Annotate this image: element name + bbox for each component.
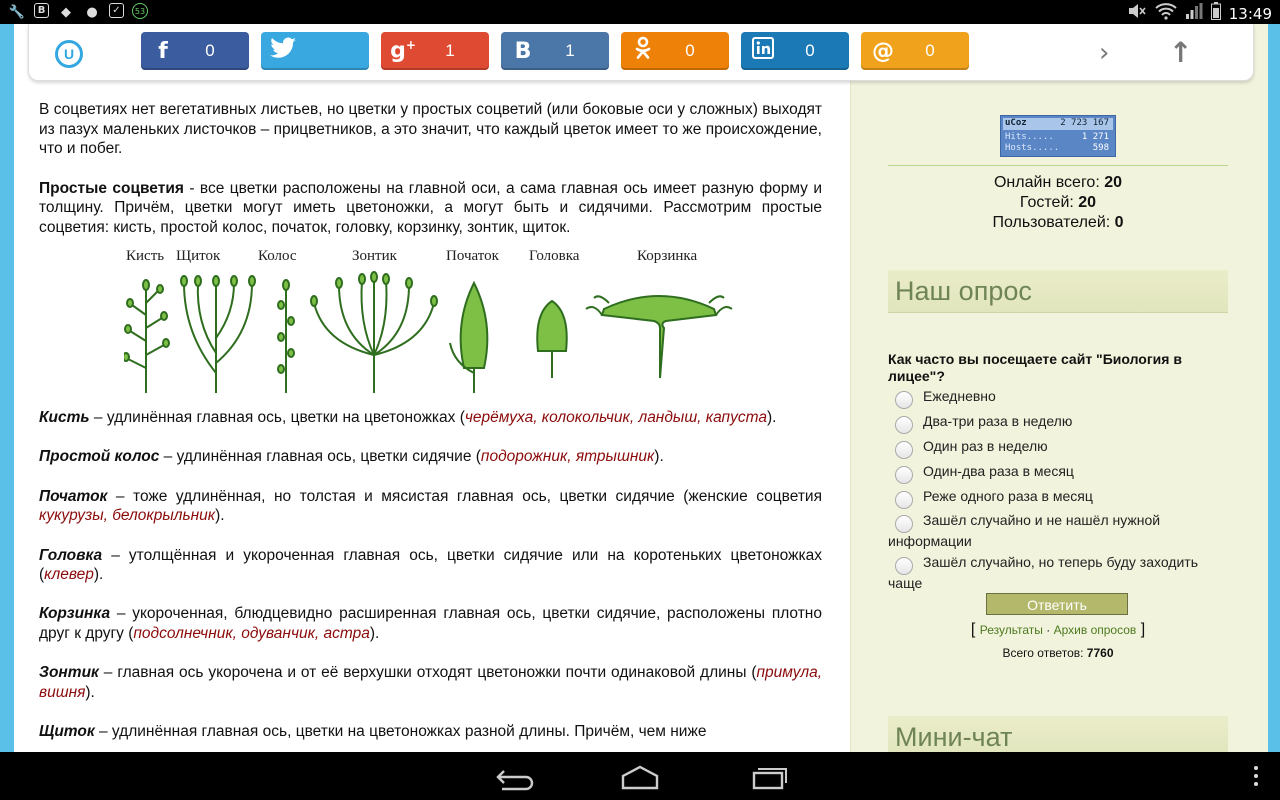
poll-option[interactable] (888, 386, 1218, 407)
at-sign-icon: @ (872, 38, 894, 64)
recent-apps-button[interactable] (744, 762, 794, 792)
counter-total: 2 723 167 (1060, 118, 1109, 128)
radio-button[interactable] (895, 441, 913, 459)
share-count: 1 (565, 41, 575, 60)
definition-text: – удлинённая главная ось, цветки на цветоножках ( (89, 409, 465, 427)
option-label: Зашёл случайно, но теперь буду заходить чаще (888, 554, 1198, 591)
counter-total-row (1003, 118, 1113, 130)
twitter-icon (261, 37, 305, 65)
poll-option[interactable] (888, 486, 1218, 507)
option-label: Два-три раза в неделю (923, 413, 1073, 429)
wifi-icon (1155, 2, 1177, 25)
definition-end: ). (93, 566, 104, 584)
term: Простые соцветия (39, 179, 184, 197)
share-logo-icon[interactable]: U (55, 40, 83, 68)
term: Корзинка (39, 605, 111, 623)
hits-label: Hits..... (1005, 132, 1054, 142)
figure-label-head: Головка (529, 248, 580, 265)
definition-end: ). (766, 409, 777, 427)
poll-question: Как часто вы посещаете сайт "Биология в лицее"? (888, 351, 1182, 384)
examples: примула, вишня (39, 664, 822, 702)
tag-icon: ◆ (61, 4, 71, 20)
google-plus-share-button[interactable] (381, 32, 489, 70)
bracket-close: ] (1136, 621, 1146, 638)
hosts-label: Hosts..... (1005, 143, 1060, 153)
poll-results-link[interactable]: Результаты (979, 623, 1043, 637)
radio-button[interactable] (895, 515, 913, 533)
value: 20 (1078, 194, 1097, 211)
app-notification-icon: ● (86, 4, 98, 20)
battery-icon (1211, 2, 1221, 25)
definition-end: ). (85, 684, 95, 702)
corymb-drawing (181, 276, 255, 393)
chat-heading: Мини-чат (895, 722, 1013, 752)
odnoklassniki-icon (621, 36, 665, 66)
system-icons (1127, 2, 1272, 25)
mailru-share-button[interactable] (861, 32, 969, 70)
poll-option[interactable] (888, 411, 1218, 432)
bracket-open: [ (970, 621, 980, 638)
chevron-right-icon[interactable]: › (1099, 38, 1110, 68)
definition-end: ). (215, 507, 225, 525)
poll-links (888, 621, 1228, 639)
share-count: 1 (445, 41, 455, 60)
article-content (39, 100, 822, 752)
online-guests (888, 193, 1228, 213)
radio-button[interactable] (895, 416, 913, 434)
label: Всего ответов: (1002, 646, 1087, 660)
option-label: Один раз в неделю (923, 438, 1048, 454)
linkedin-share-button[interactable] (741, 32, 849, 70)
option-label: Зашёл случайно и не нашёл нужной информации (888, 512, 1161, 549)
radio-button[interactable] (895, 391, 913, 409)
poll-heading-block (888, 270, 1228, 313)
capitulum-drawing (586, 296, 732, 378)
checkbox-icon: ✓ (109, 3, 124, 18)
definition-spadix (39, 487, 822, 526)
term: Початок (39, 487, 108, 505)
poll-archive-link[interactable]: Архив опросов (1053, 623, 1137, 637)
examples: клевер (44, 566, 94, 584)
share-count: 0 (805, 41, 815, 60)
ucoz-counter[interactable] (1000, 115, 1116, 157)
clock: 13:49 (1228, 4, 1272, 23)
share-count: 0 (205, 41, 215, 60)
value: 0 (1114, 214, 1124, 231)
hosts-value: 598 (1092, 143, 1109, 153)
head-drawing (537, 301, 566, 378)
inflorescence-types-figure (124, 243, 754, 398)
definition-text: – главная ось укорочена и от её верхушки отходят цветоножки почти одинаковой длины ( (98, 664, 757, 682)
radio-button[interactable] (895, 557, 913, 575)
figure-label-umbel: Зонтик (352, 248, 397, 265)
poll-option[interactable] (888, 436, 1218, 457)
home-icon (615, 762, 665, 792)
value: 7760 (1086, 646, 1114, 660)
separator: · (1046, 623, 1051, 637)
definition-text: – удлинённая главная ось, цветки на цветоножках разной длины. Причём, чем ниже (94, 723, 707, 741)
counter-hosts-row (1005, 143, 1111, 154)
option-label: Ежедневно (923, 388, 996, 404)
definition-corymb (39, 722, 822, 742)
option-label: Один-два раза в месяц (923, 463, 1074, 479)
definition-text: – тоже удлинённая, но толстая и мясистая главная ось, цветки сидячие (женские соцветия (107, 487, 822, 505)
definition-raceme (39, 408, 822, 428)
share-count: 0 (925, 41, 935, 60)
facebook-icon: f (158, 38, 168, 64)
counter-hits-row (1005, 132, 1111, 143)
mute-icon (1127, 2, 1147, 25)
definition-end: ). (369, 625, 380, 643)
online-total (888, 173, 1228, 193)
back-icon (488, 762, 538, 792)
definition-capitulum (39, 604, 822, 643)
inflorescence-drawings (124, 243, 754, 398)
examples: черёмуха, колокольчик, ландыш, капуста (464, 409, 767, 427)
definition-head (39, 546, 822, 585)
notification-icons (8, 3, 148, 21)
term: Зонтик (39, 664, 99, 682)
definition-end: ). (654, 448, 664, 466)
figure-label-capitulum: Корзинка (637, 248, 698, 265)
vk-share-button[interactable] (501, 32, 609, 70)
back-button[interactable] (488, 762, 538, 792)
figure-label-raceme: Кисть (126, 248, 165, 265)
share-count: 0 (685, 41, 695, 60)
spadix-drawing (450, 283, 487, 393)
poll-option[interactable] (888, 461, 1218, 482)
spike-drawing (278, 280, 294, 393)
poll-heading: Наш опрос (895, 276, 1032, 306)
umbel-drawing (311, 272, 437, 393)
term: Простой колос (39, 448, 160, 466)
poll-option[interactable] (888, 552, 1218, 594)
label: Онлайн всего: (993, 174, 1105, 191)
twitter-share-button[interactable] (261, 32, 369, 70)
value: 20 (1104, 174, 1123, 191)
google-plus-icon: g+ (390, 38, 416, 64)
overflow-menu-icon[interactable] (1254, 766, 1260, 790)
poll-total (888, 646, 1228, 660)
wrench-icon: 🔧 (8, 4, 26, 20)
chat-heading-block (888, 716, 1228, 752)
figure-label-spike: Колос (258, 248, 297, 265)
recent-apps-icon (744, 762, 794, 792)
status-bar (0, 0, 1280, 24)
poll-option[interactable] (888, 510, 1218, 552)
signal-icon (1185, 2, 1203, 25)
counter-badge-icon: 53 (132, 3, 148, 19)
online-users (888, 213, 1228, 233)
definition-spike (39, 447, 822, 467)
term: Щиток (39, 723, 95, 741)
share-bar (28, 24, 1254, 81)
paragraph-text: - все цветки расположены на главной оси, а сама главная ось имеет разную форму и толщину. Причём, цветки могут иметь цветоножки, а могут быть и сидячими. Рассмотрим простые соцветия: кисть, простой колос, початок, головку, корзинку, зонтик, щиток. (39, 179, 822, 237)
label: Пользователей: (992, 214, 1115, 231)
odnoklassniki-share-button[interactable] (621, 32, 729, 70)
intro-paragraph: В соцветиях нет вегетативных листьев, но цветки у простых соцветий (или боковые оси у сложных) выходят из пазух маленьких листочков – прицветников, а это значит, что каждый цветок имеет то же происхождение, что и побег. (39, 101, 822, 158)
scroll-top-arrow-icon[interactable]: ↑ (1169, 36, 1193, 69)
option-label: Реже одного раза в месяц (923, 488, 1093, 504)
label: Гостей: (1019, 194, 1079, 211)
examples: подорожник, ятрышник (480, 448, 655, 466)
navigation-bar (0, 752, 1280, 800)
definition-text: – утолщённая и укороченная главная ось, цветки сидячие или на коротеньких цветоножках ( (39, 546, 822, 584)
blogger-icon: B (34, 3, 49, 18)
facebook-share-button[interactable] (141, 32, 249, 70)
term: Кисть (39, 409, 90, 427)
definition-text: – укороченная, блюдцевидно расширенная главная ось, цветки сидячие, расположены плотно друг к другу ( (39, 605, 822, 643)
figure-label-spadix: Початок (446, 248, 499, 265)
radio-button[interactable] (895, 491, 913, 509)
linkedin-icon (741, 37, 785, 65)
counter-brand: uCoz (1005, 118, 1027, 128)
web-page (14, 24, 1268, 752)
divider (888, 165, 1228, 166)
hits-value: 1 271 (1081, 132, 1109, 142)
term: Головка (39, 546, 103, 564)
radio-button[interactable] (895, 466, 913, 484)
poll-submit-button[interactable]: Ответить (986, 593, 1128, 615)
home-button[interactable] (615, 762, 665, 792)
examples: кукурузы, белокрыльник (39, 507, 216, 525)
raceme-drawing (124, 280, 169, 393)
vk-icon: B (514, 38, 532, 64)
figure-label-corymb: Щиток (176, 248, 221, 265)
online-stats (888, 173, 1228, 233)
simple-inflorescences-paragraph (39, 179, 822, 238)
definition-text: – удлинённая главная ось, цветки сидячие ( (159, 448, 481, 466)
examples: подсолнечник, одуванчик, астра (133, 625, 370, 643)
definition-umbel (39, 663, 822, 702)
